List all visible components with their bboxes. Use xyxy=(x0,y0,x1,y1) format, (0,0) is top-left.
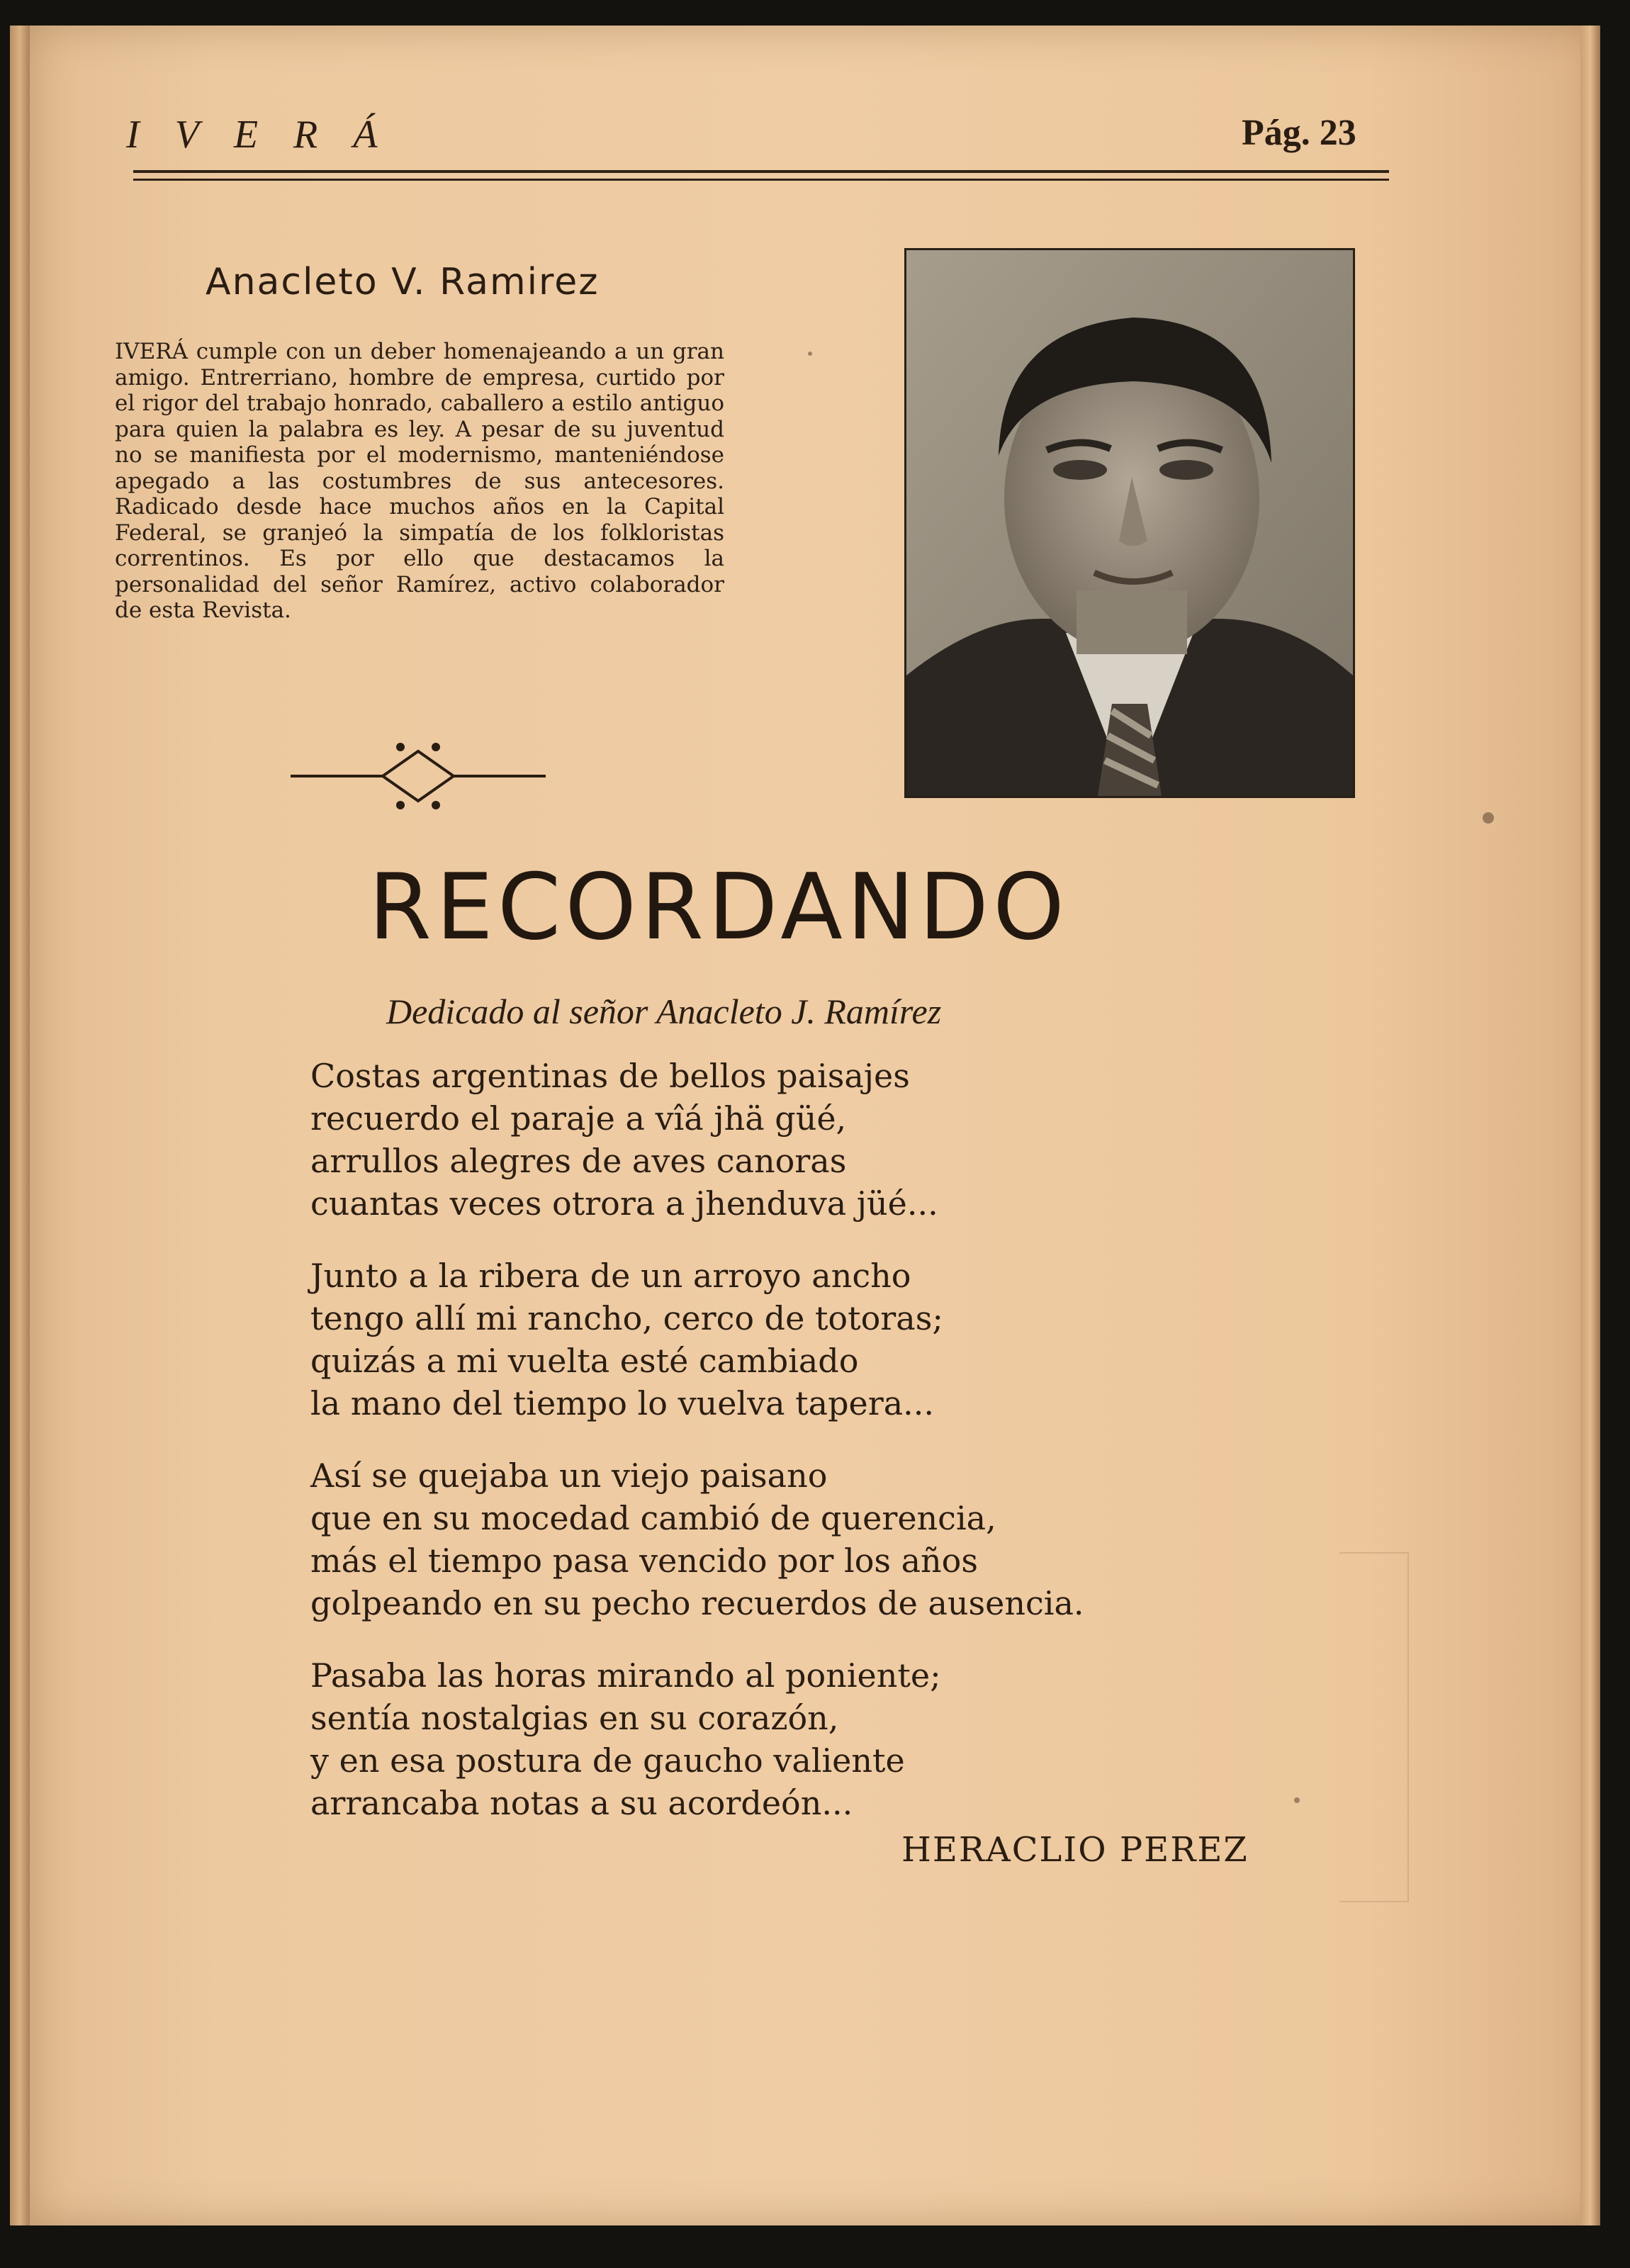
header-rule-bottom xyxy=(133,179,1389,181)
stanza xyxy=(310,1454,1501,1624)
portrait-photo xyxy=(904,248,1355,798)
verse-line: Costas argentinas de bellos paisajes xyxy=(310,1057,910,1095)
stanza xyxy=(310,1254,1501,1425)
header-rule-top xyxy=(133,170,1389,173)
verse-line: y en esa postura de gaucho valiente xyxy=(310,1741,905,1780)
page-number: Pág. 23 xyxy=(1242,113,1356,153)
verse-line: Junto a la ribera de un arroyo ancho xyxy=(310,1257,911,1295)
page-edge-right xyxy=(1580,26,1600,2225)
verse-line: sentía nostalgias en su corazón, xyxy=(310,1699,839,1737)
verse-line: que en su mocedad cambió de querencia, xyxy=(310,1499,996,1537)
profile-bio: IVERÁ cumple con un deber homenajeando a un gran amigo. Entrerriano, hombre de empresa, curtido por el rigor del trabajo honrado, caballero a estilo antiguo para quien la palabra es ley. A pesar de su juventud no se manifiesta por el modernismo, manteniéndose apegado a las costumbres de sus antecesores. Radicado desde hace muchos años en la Capital Federal, se granjeó la simpatía de los folkloristas correntinos. Es por ello que destacamos la personalidad del señor Ramírez, activo colaborador de esta Revista. xyxy=(115,339,724,623)
stanza xyxy=(310,1654,1501,1824)
verse-line: quizás a mi vuelta esté cambiado xyxy=(310,1342,859,1380)
paper-speck xyxy=(1483,812,1494,824)
verse-line: arrullos alegres de aves canoras xyxy=(310,1142,847,1180)
verse-line: Así se quejaba un viejo paisano xyxy=(310,1456,828,1495)
poem-dedication: Dedicado al señor Anacleto J. Ramírez xyxy=(386,992,942,1031)
poem-title: RECORDANDO xyxy=(369,855,1069,960)
verse-line: arrancaba notas a su acordeón... xyxy=(310,1784,853,1822)
verse-line: cuantas veces otrora a jhenduva jüé... xyxy=(310,1184,938,1223)
poem-body xyxy=(310,1055,1501,1854)
verse-line: recuerdo el paraje a vîá jhä güé, xyxy=(310,1099,847,1138)
ornament-divider xyxy=(291,737,546,815)
verse-line: golpeando en su pecho recuerdos de ausencia. xyxy=(310,1584,1084,1622)
page-edge-left xyxy=(10,26,30,2225)
verse-line: tengo allí mi rancho, cerco de totoras; xyxy=(310,1299,943,1337)
magazine-title: I V E R Á xyxy=(126,113,390,157)
bleed-through-frame xyxy=(1339,1552,1409,1902)
verse-line: más el tiempo pasa vencido por los años xyxy=(310,1542,978,1580)
profile-name: Anacleto V. Ramirez xyxy=(206,261,600,303)
verse-line: la mano del tiempo lo vuelva tapera... xyxy=(310,1384,935,1422)
paper-speck xyxy=(808,352,812,356)
paper-speck xyxy=(1294,1797,1300,1803)
stanza xyxy=(310,1055,1501,1225)
verse-line: Pasaba las horas mirando al poniente; xyxy=(310,1656,941,1695)
poem-author: HERACLIO PEREZ xyxy=(901,1830,1249,1870)
